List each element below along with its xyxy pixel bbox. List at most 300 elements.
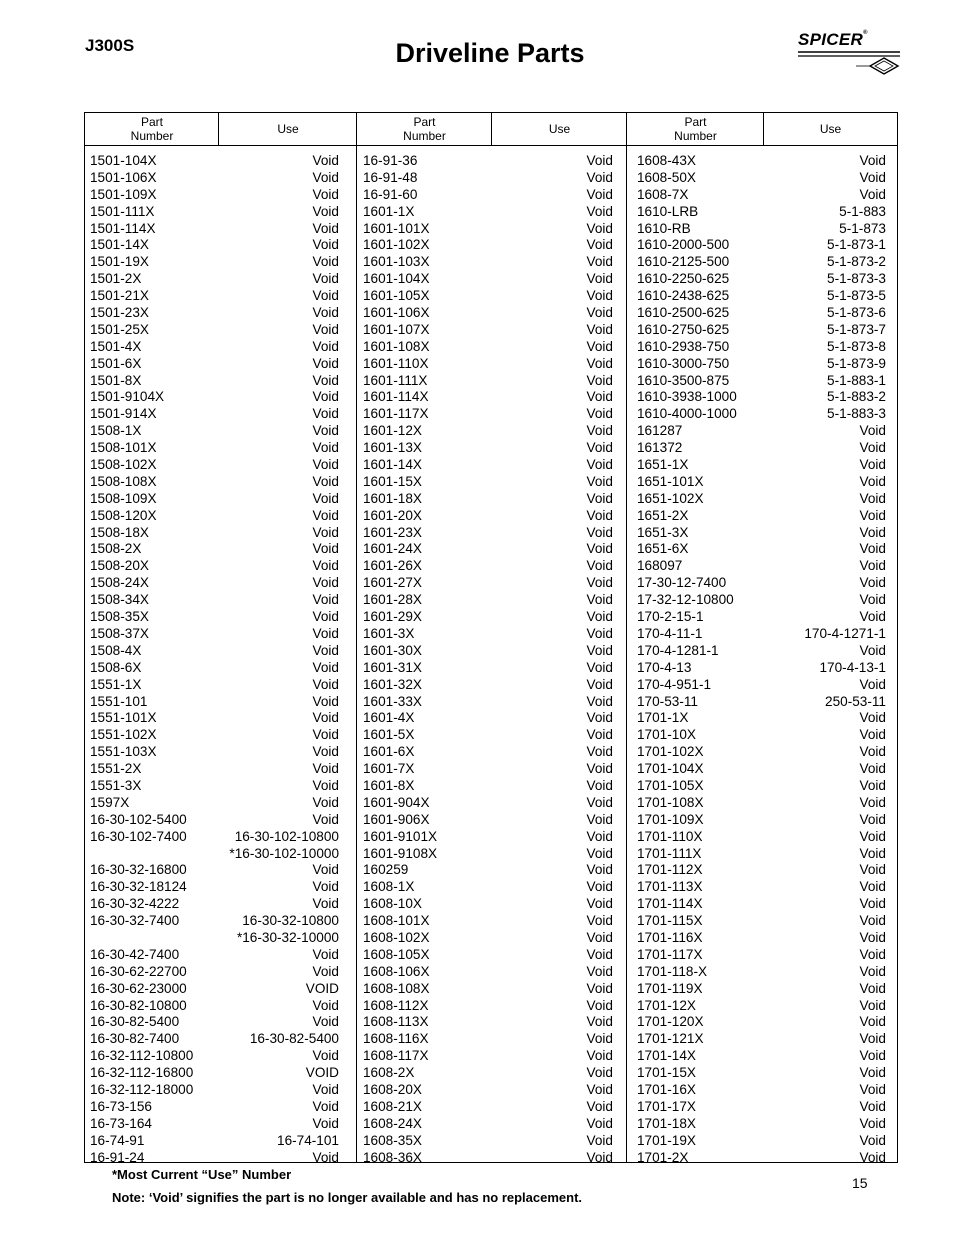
part-use: Void <box>312 490 339 506</box>
table-row <box>632 694 886 711</box>
part-number: 1651-2X <box>637 507 689 523</box>
part-number: 1608-35X <box>363 1132 422 1148</box>
table-row <box>85 677 339 694</box>
table-row <box>358 558 613 575</box>
part-use: 5-1-873-1 <box>827 237 886 253</box>
table-row <box>358 508 613 525</box>
table-row <box>358 170 613 187</box>
table-row <box>358 761 613 778</box>
part-number: 1601-13X <box>363 440 422 456</box>
part-use: Void <box>586 153 613 168</box>
table-row <box>85 879 339 896</box>
part-number: 1501-114X <box>90 220 156 236</box>
part-number: 1601-103X <box>363 254 430 270</box>
table-row <box>632 153 886 170</box>
part-number: 1608-1X <box>363 879 415 895</box>
part-use: Void <box>312 1048 339 1064</box>
part-number: 1501-4X <box>90 338 142 354</box>
part-number: 1701-16X <box>637 1081 696 1097</box>
void-note: Note: ‘Void’ signifies the part is no longer available and has no replacement. <box>112 1190 583 1205</box>
part-use: Void <box>312 592 339 608</box>
table-row <box>358 727 613 744</box>
table-row <box>632 998 886 1015</box>
part-use: Void <box>586 727 613 743</box>
part-use: Void <box>312 338 339 354</box>
part-use: Void <box>859 879 886 895</box>
table-row <box>85 862 339 879</box>
part-number: 1601-114X <box>363 389 429 405</box>
table-row <box>358 187 613 204</box>
part-number: 1508-37X <box>90 625 149 641</box>
table-row <box>85 373 339 390</box>
table-row <box>85 660 339 677</box>
table-row <box>632 677 886 694</box>
table-row <box>632 389 886 406</box>
table-row <box>85 153 339 170</box>
part-use: Void <box>586 372 613 388</box>
part-use: Void <box>859 744 886 760</box>
part-number: 1501-23X <box>90 305 149 321</box>
part-number: 1601-3X <box>363 625 415 641</box>
part-use: Void <box>312 457 339 473</box>
part-use: Void <box>586 862 613 878</box>
table-row <box>358 609 613 626</box>
part-number: 1601-101X <box>363 220 430 236</box>
part-number: 1501-106X <box>90 169 157 185</box>
part-use: Void <box>586 997 613 1013</box>
part-use: Void <box>859 609 886 625</box>
spicer-logo <box>796 28 902 78</box>
part-use: Void <box>312 963 339 979</box>
table-row <box>632 288 886 305</box>
part-use: Void <box>586 457 613 473</box>
part-number: 16-30-82-7400 <box>90 1031 180 1047</box>
table-row <box>632 1031 886 1048</box>
table-row <box>358 778 613 795</box>
table-row <box>85 525 339 542</box>
table-row <box>632 862 886 879</box>
table-row <box>85 187 339 204</box>
part-use: Void <box>312 355 339 371</box>
table-row <box>358 474 613 491</box>
part-use: Void <box>586 254 613 270</box>
part-number: 1608-108X <box>363 980 430 996</box>
table-row <box>632 356 886 373</box>
table-row <box>85 541 339 558</box>
part-use: Void <box>586 879 613 895</box>
part-number: 1701-111X <box>637 845 702 861</box>
part-use: Void <box>859 473 886 489</box>
part-use: Void <box>859 946 886 962</box>
part-use: Void <box>586 913 613 929</box>
part-number: 1501-914X <box>90 406 157 422</box>
part-number: 1608-116X <box>363 1031 429 1047</box>
part-number: 1601-108X <box>363 338 430 354</box>
table-row <box>358 694 613 711</box>
table-row <box>85 474 339 491</box>
part-number: 17-30-12-7400 <box>637 575 727 591</box>
part-number: 16-30-32-16800 <box>90 862 187 878</box>
part-use: Void <box>586 659 613 675</box>
part-use: Void <box>586 761 613 777</box>
part-use: Void <box>586 811 613 827</box>
part-use: Void <box>859 862 886 878</box>
table-row <box>85 305 339 322</box>
part-number: 1601-27X <box>363 575 422 591</box>
part-use: Void <box>312 761 339 777</box>
table-row <box>85 254 339 271</box>
part-number: 1701-119X <box>637 980 703 996</box>
table-row <box>85 356 339 373</box>
table-row <box>632 626 886 643</box>
part-use: Void <box>586 1014 613 1030</box>
part-number: 1701-110X <box>637 828 703 844</box>
part-number: 1551-101X <box>90 710 157 726</box>
part-use: Void <box>586 490 613 506</box>
part-use: Void <box>586 693 613 709</box>
part-number: 1601-904X <box>363 794 430 810</box>
part-number: 161372 <box>637 440 683 456</box>
part-use: Void <box>312 575 339 591</box>
table-row <box>85 170 339 187</box>
part-number: 1501-19X <box>90 254 149 270</box>
table-row <box>632 947 886 964</box>
part-use: Void <box>586 558 613 574</box>
table-row <box>85 558 339 575</box>
part-number: 16-30-62-23000 <box>90 980 187 996</box>
part-use: Void <box>312 288 339 304</box>
table-row <box>632 457 886 474</box>
part-use: Void <box>859 794 886 810</box>
table-row <box>358 795 613 812</box>
table-row <box>632 1048 886 1065</box>
table-row <box>632 930 886 947</box>
part-number: 16-73-156 <box>90 1098 152 1114</box>
table-row <box>358 1065 613 1082</box>
part-number: 170-4-1281-1 <box>637 642 719 658</box>
part-use: Void <box>859 440 886 456</box>
part-use: 5-1-873-9 <box>827 355 886 371</box>
part-use: 5-1-883-1 <box>827 372 886 388</box>
table-row <box>85 694 339 711</box>
part-number: 16-32-112-16800 <box>90 1065 194 1081</box>
part-number: 1608-117X <box>363 1048 429 1064</box>
table-row <box>85 761 339 778</box>
part-use: Void <box>859 1065 886 1081</box>
part-number: 161287 <box>637 423 683 439</box>
table-row <box>85 1031 339 1048</box>
part-number: 1701-120X <box>637 1014 704 1030</box>
table-row <box>358 846 613 863</box>
part-number: 170-53-11 <box>637 693 698 709</box>
table-row <box>358 930 613 947</box>
part-number: 1608-50X <box>637 169 696 185</box>
table-row <box>632 423 886 440</box>
table-row <box>358 423 613 440</box>
part-number: 1501-111X <box>90 203 155 219</box>
part-number: 1608-43X <box>637 153 696 168</box>
part-number: 1601-106X <box>363 305 430 321</box>
table-row <box>85 896 339 913</box>
part-number: 1701-118-X <box>637 963 708 979</box>
table-row <box>632 237 886 254</box>
table-row <box>358 812 613 829</box>
header-divider <box>491 113 492 145</box>
part-use: 170-4-13-1 <box>819 659 886 675</box>
part-number: 1601-4X <box>363 710 415 726</box>
table-row <box>358 491 613 508</box>
part-use: Void <box>859 1048 886 1064</box>
table-row <box>358 1048 613 1065</box>
table-row <box>358 153 613 170</box>
part-use: Void <box>859 913 886 929</box>
table-row <box>85 221 339 238</box>
table-row <box>85 423 339 440</box>
part-number: 1501-14X <box>90 237 149 253</box>
part-number: 1601-8X <box>363 777 415 793</box>
table-row <box>85 406 339 423</box>
table-row <box>358 1133 613 1150</box>
part-use: Void <box>586 220 613 236</box>
part-use: Void <box>312 1115 339 1131</box>
part-number: 1610-LRB <box>637 203 699 219</box>
table-row <box>632 1082 886 1099</box>
table-row <box>358 356 613 373</box>
table-row <box>632 575 886 592</box>
table-row <box>85 339 339 356</box>
part-use: Void <box>859 1098 886 1114</box>
table-row <box>632 339 886 356</box>
part-number: 1501-109X <box>90 186 157 202</box>
part-use: Void <box>312 1081 339 1097</box>
part-number: 1610-3000-750 <box>637 355 730 371</box>
part-use: Void <box>312 440 339 456</box>
table-row <box>85 930 339 947</box>
part-use: Void <box>859 642 886 658</box>
header-part-number-1: Part Number <box>130 115 174 143</box>
part-use: Void <box>586 963 613 979</box>
part-number: 170-4-951-1 <box>637 676 712 692</box>
part-use: Void <box>586 710 613 726</box>
part-use: 16-30-32-10800 <box>242 913 339 929</box>
part-number: 1610-2250-625 <box>637 271 730 287</box>
part-number: 170-4-13 <box>637 659 692 675</box>
part-use: Void <box>312 997 339 1013</box>
part-use: Void <box>586 575 613 591</box>
part-use: Void <box>586 203 613 219</box>
part-use: 5-1-873-5 <box>827 288 886 304</box>
table-row <box>358 541 613 558</box>
table-row <box>358 440 613 457</box>
part-use: Void <box>586 845 613 861</box>
part-number: 1601-12X <box>363 423 422 439</box>
part-use: Void <box>586 1115 613 1131</box>
table-row <box>632 592 886 609</box>
part-number: 1701-2X <box>637 1149 689 1165</box>
table-row <box>632 812 886 829</box>
table-row <box>85 609 339 626</box>
table-row <box>85 778 339 795</box>
part-use: Void <box>586 237 613 253</box>
part-number: 1610-2750-625 <box>637 321 730 337</box>
table-row <box>85 1014 339 1031</box>
table-row <box>358 643 613 660</box>
part-use: VOID <box>305 1065 339 1081</box>
table-row <box>632 761 886 778</box>
header-divider <box>763 113 764 145</box>
part-number: 16-74-91 <box>90 1132 145 1148</box>
part-use: Void <box>859 524 886 540</box>
table-row <box>632 491 886 508</box>
table-row <box>358 237 613 254</box>
table-row <box>358 339 613 356</box>
part-number: 1508-35X <box>90 609 149 625</box>
table-row <box>358 305 613 322</box>
table-row <box>358 373 613 390</box>
table-row <box>358 896 613 913</box>
part-use: Void <box>859 1115 886 1131</box>
table-row <box>632 1150 886 1167</box>
part-number: 1508-4X <box>90 642 142 658</box>
table-row <box>632 643 886 660</box>
part-number: 1508-18X <box>90 524 149 540</box>
part-number: 16-91-60 <box>363 186 418 202</box>
part-number: 1508-109X <box>90 490 157 506</box>
part-number: 1601-28X <box>363 592 422 608</box>
part-use: Void <box>312 777 339 793</box>
table-row <box>632 609 886 626</box>
registered-mark: ® <box>863 30 868 36</box>
part-number: 1601-14X <box>363 457 422 473</box>
table-row <box>85 812 339 829</box>
part-number: 1551-3X <box>90 777 142 793</box>
part-number: 1508-20X <box>90 558 149 574</box>
part-number: 1601-110X <box>363 355 429 371</box>
table-row <box>358 322 613 339</box>
part-number: 1601-5X <box>363 727 415 743</box>
part-use: 250-53-11 <box>825 693 886 709</box>
part-number: 1608-7X <box>637 186 689 202</box>
part-number: 1601-26X <box>363 558 422 574</box>
part-use: Void <box>312 1014 339 1030</box>
part-use: Void <box>586 440 613 456</box>
table-row <box>85 237 339 254</box>
part-use: Void <box>312 406 339 422</box>
table-row <box>358 288 613 305</box>
part-use: Void <box>312 423 339 439</box>
part-use: Void <box>859 676 886 692</box>
part-number: 16-91-24 <box>90 1149 145 1165</box>
part-number: 1701-109X <box>637 811 704 827</box>
part-use: *16-30-102-10000 <box>229 845 339 861</box>
part-number: 1610-3500-875 <box>637 372 730 388</box>
table-row <box>632 1014 886 1031</box>
table-row <box>358 710 613 727</box>
part-number: 1508-2X <box>90 541 142 557</box>
part-number: 1610-4000-1000 <box>637 406 737 422</box>
table-row <box>632 913 886 930</box>
table-row <box>632 305 886 322</box>
header-part-number-2: Part Number <box>403 115 446 143</box>
part-use: 170-4-1271-1 <box>804 625 886 641</box>
part-use: Void <box>586 355 613 371</box>
part-number: 1608-24X <box>363 1115 422 1131</box>
part-use: Void <box>312 896 339 912</box>
part-number: 1551-102X <box>90 727 157 743</box>
table-row <box>85 964 339 981</box>
part-use: Void <box>586 423 613 439</box>
part-use: Void <box>586 1081 613 1097</box>
table-row <box>632 474 886 491</box>
part-use: 5-1-883-2 <box>827 389 886 405</box>
part-number: 160259 <box>363 862 409 878</box>
part-number: 1601-906X <box>363 811 430 827</box>
part-number: 1508-101X <box>90 440 157 456</box>
part-number: 16-30-82-10800 <box>90 997 187 1013</box>
part-use: Void <box>312 372 339 388</box>
part-use: Void <box>859 980 886 996</box>
part-number: 1701-105X <box>637 777 704 793</box>
table-row <box>358 457 613 474</box>
table-row <box>632 373 886 390</box>
part-use: Void <box>586 1132 613 1148</box>
part-number: 1601-20X <box>363 507 422 523</box>
part-use: Void <box>859 1014 886 1030</box>
part-use: Void <box>312 811 339 827</box>
table-row <box>358 947 613 964</box>
column-divider <box>626 113 627 1162</box>
table-row <box>632 846 886 863</box>
part-use: Void <box>312 879 339 895</box>
part-number: 170-2-15-1 <box>637 609 704 625</box>
part-number: 1601-29X <box>363 609 422 625</box>
part-use: Void <box>586 777 613 793</box>
part-use: Void <box>859 558 886 574</box>
footnote: *Most Current “Use” Number <box>112 1167 292 1182</box>
part-use: Void <box>859 186 886 202</box>
part-number: 1601-117X <box>363 406 429 422</box>
part-use: Void <box>312 693 339 709</box>
table-row <box>632 1099 886 1116</box>
part-number: 1601-32X <box>363 676 422 692</box>
part-use: Void <box>859 761 886 777</box>
part-use: Void <box>586 592 613 608</box>
table-row <box>358 981 613 998</box>
table-row <box>358 1150 613 1167</box>
part-number: 1651-101X <box>637 473 704 489</box>
part-number: 1608-113X <box>363 1014 429 1030</box>
table-row <box>632 964 886 981</box>
part-use: 16-74-101 <box>277 1132 339 1148</box>
part-number: 1701-14X <box>637 1048 696 1064</box>
table-row <box>85 710 339 727</box>
part-use: Void <box>586 541 613 557</box>
part-number: 1701-115X <box>637 913 703 929</box>
part-use: 16-30-102-10800 <box>234 828 339 844</box>
part-number: 1608-20X <box>363 1081 422 1097</box>
part-number: 1601-24X <box>363 541 422 557</box>
part-use: Void <box>859 896 886 912</box>
table-row <box>85 457 339 474</box>
header-part-number-3: Part Number <box>674 115 717 143</box>
part-number: 1651-6X <box>637 541 689 557</box>
part-use: Void <box>586 271 613 287</box>
part-number: 1651-1X <box>637 457 689 473</box>
part-use: Void <box>312 642 339 658</box>
part-use: Void <box>586 389 613 405</box>
part-use: Void <box>312 541 339 557</box>
table-row <box>85 1099 339 1116</box>
